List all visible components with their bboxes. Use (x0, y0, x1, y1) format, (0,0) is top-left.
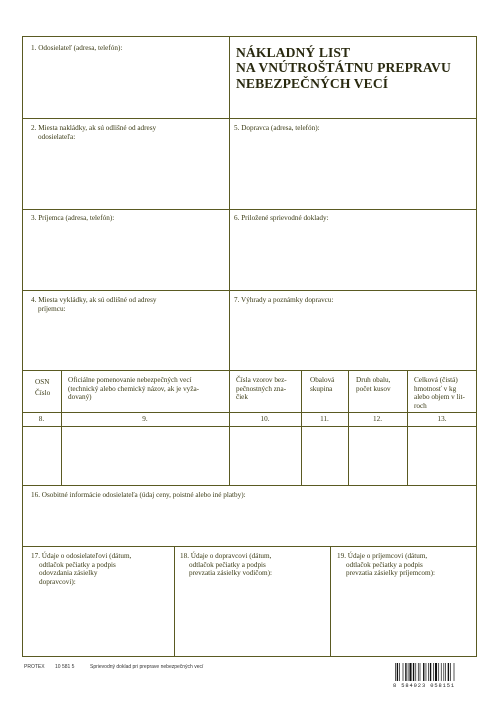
header-line: Obalová (310, 376, 335, 384)
header-line: Celková (čistá) (414, 376, 458, 384)
header-line: dovaný) (68, 393, 92, 402)
row-separator (22, 485, 477, 486)
table-header-samples (236, 376, 287, 402)
label-line: príjemcu: (38, 304, 66, 313)
barcode-image (395, 663, 477, 681)
column-divider (229, 36, 230, 371)
field-17-sender-confirmation-label[interactable] (31, 552, 131, 586)
table-column-divider (229, 370, 230, 485)
barcode-digits: 8 584023 058151 (393, 683, 456, 689)
label-line: odtlačok pečiatky a podpis (189, 560, 266, 569)
field-4-unloading-label[interactable] (31, 296, 157, 313)
field-5-carrier-label[interactable]: 5. Dopravca (adresa, telefón): (234, 124, 320, 132)
header-line: (technický alebo chemický názov, ak je vyža- (68, 384, 200, 393)
header-line: OSN (35, 378, 50, 386)
field-16-special-info-label[interactable]: 16. Osobitné informácie odosielateľa (údaj ceny, poistné alebo iné platby): (31, 491, 246, 499)
title-line: NA VNÚTROŠTÁTNU PREPRAVU (236, 60, 451, 76)
label-line: 2. Miesta nakládky, ak sú odlišné od adresy (31, 124, 157, 132)
label-line: 19. Údaje o príjemcovi (dátum, (337, 552, 428, 560)
column-number: 9. (142, 415, 148, 423)
header-line: alebo objem v lit- (414, 393, 465, 402)
field-1-sender-label[interactable]: 1. Odosielateľ (adresa, telefón): (31, 44, 123, 52)
label-line: 4. Miesta vykládky, ak sú odlišné od adresy (31, 296, 157, 304)
column-number: 8. (38, 415, 45, 423)
table-column-divider (301, 370, 302, 485)
signature-divider (330, 546, 331, 657)
header-line: Oficiálne pomenovanie nebezpečných vecí (68, 376, 192, 384)
field-19-recipient-confirmation-label[interactable] (337, 552, 435, 578)
header-line: Druh obalu, (356, 376, 391, 384)
table-header-osn (35, 377, 50, 399)
row-separator (22, 370, 477, 371)
label-line: 17. Údaje o odosielateľovi (dátum, (31, 552, 132, 560)
table-header-name (68, 376, 199, 402)
footer-description: Sprievodný doklad pri preprave nebezpečných vecí (90, 664, 204, 670)
label-line: odosielateľa: (38, 132, 76, 141)
header-line: Číslo (35, 389, 51, 397)
label-line: dopravcovi): (39, 577, 76, 586)
header-line: hmotnosť v kg (414, 384, 457, 393)
footer-code: 10 581 5 (55, 664, 75, 670)
column-number: 13. (437, 415, 447, 423)
label-line: odtlačok pečiatky a podpis (39, 560, 116, 569)
table-header-packing-group (310, 376, 334, 393)
signature-divider (174, 546, 175, 657)
title-line: NEBEZPEČNÝCH VECÍ (236, 75, 389, 91)
footer-publisher: PROTEX (24, 664, 45, 670)
label-line: odovzdania zásielky (39, 569, 98, 578)
row-separator (22, 412, 477, 413)
label-line: prevzatia zásielky príjemcom): (346, 569, 436, 578)
label-line: 18. Údaje o dopravcovi (dátum, (180, 552, 272, 560)
header-line: počet kusov (356, 384, 391, 393)
label-line: prevzatia zásielky vodičom): (189, 569, 273, 578)
table-column-divider (407, 370, 408, 485)
row-separator (22, 426, 477, 427)
field-18-carrier-confirmation-label[interactable] (180, 552, 272, 578)
header-line: pečnostných zna- (236, 384, 287, 393)
label-line: odtlačok pečiatky a podpis (346, 560, 423, 569)
field-3-recipient-label[interactable]: 3. Príjemca (adresa, telefón): (31, 214, 115, 222)
row-separator (22, 546, 477, 547)
table-column-divider (348, 370, 349, 485)
column-number: 11. (320, 415, 329, 423)
header-line: skupina (310, 384, 333, 393)
title-line: NÁKLADNÝ LIST (236, 45, 351, 60)
table-header-packing-type (356, 376, 391, 393)
table-column-divider (61, 370, 62, 485)
field-6-documents-label[interactable]: 6. Priložené sprievodné doklady: (234, 214, 329, 222)
field-2-loading-label[interactable] (31, 124, 156, 141)
header-line: Čísla vzorov bez- (236, 376, 287, 384)
document-title (236, 45, 451, 91)
column-number: 10. (260, 415, 270, 423)
header-line: roch (414, 401, 427, 410)
column-number: 12. (373, 415, 382, 423)
row-separator (22, 209, 477, 210)
table-header-weight (414, 376, 465, 410)
row-separator (22, 118, 477, 119)
row-separator (22, 290, 477, 291)
header-line: čiek (236, 393, 248, 402)
field-7-remarks-label[interactable]: 7. Výhrady a poznámky dopravcu: (234, 296, 334, 304)
